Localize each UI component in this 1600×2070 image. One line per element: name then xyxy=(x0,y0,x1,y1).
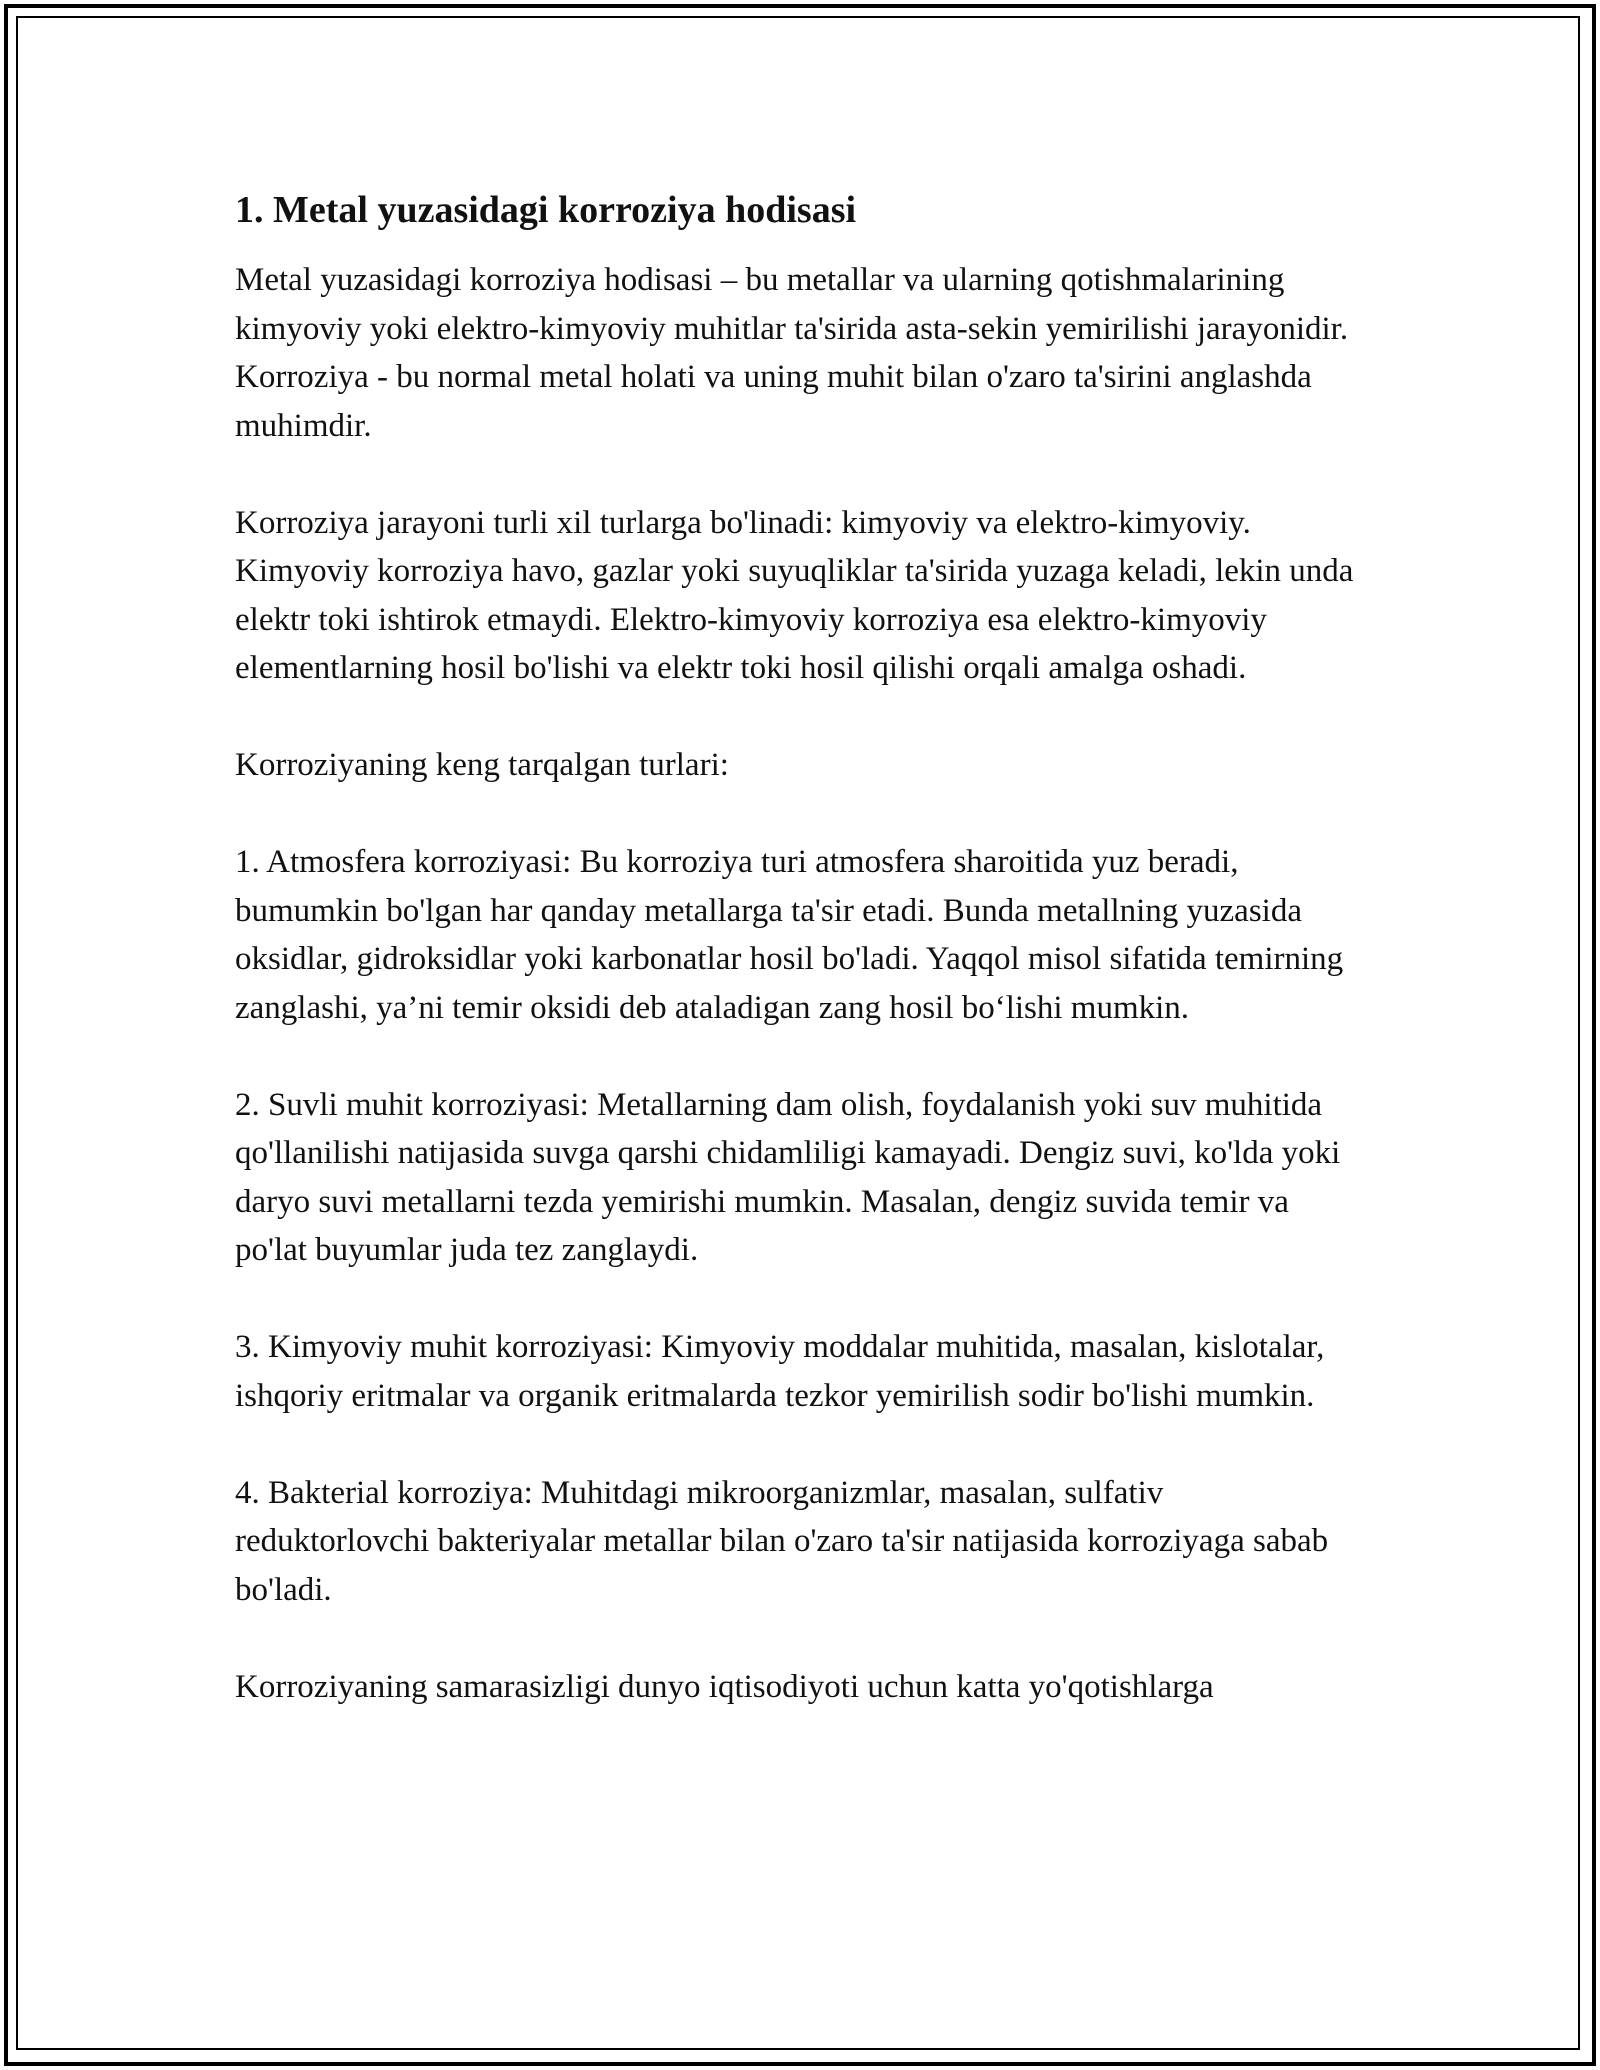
paragraph-definition: Metal yuzasidagi korroziya hodisasi – bu metallar va ularning qotishmalarining kimyoviy yoki elektro-kimyoviy muhitlar ta'sirida asta-sekin yemirilishi jarayonidir. Korroziya - bu normal metal holati va uning muhit bilan o'zaro ta'sirini anglashda muhimdir. xyxy=(235,262,1349,444)
paragraph-atmospheric: 1. Atmosfera korroziyasi: Bu korroziya turi atmosfera sharoitida yuz beradi, bumumkin bo'lgan har qanday metallarga ta'sir etadi. Bunda metallning yuzasida oksidlar, gidroksidlar yoki karbonatlar hosil bo'ladi. Yaqqol misol sifatida temirning zanglashi, ya’ni temir oksidi deb ataladigan zang hosil bo‘lishi mumkin. xyxy=(235,844,1344,1026)
paragraph-bacterial: 4. Bakterial korroziya: Muhitdagi mikroorganizmlar, masalan, sulfativ reduktorlovchi bakteriyalar metallar bilan o'zaro ta'sir natijasida korroziyaga sabab bo'ladi. xyxy=(235,1474,1329,1608)
paragraph-common-types-intro: Korroziyaning keng tarqalgan turlari: xyxy=(235,747,729,783)
document-body xyxy=(235,186,1365,1760)
paragraph-aqueous: 2. Suvli muhit korroziyasi: Metallarning dam olish, foydalanish yoki suv muhitida qo'llanilishi natijasida suvga qarshi chidamliligi kamayadi. Dengiz suvi, ko'lda yoki daryo suvi metallarni tezda yemirishi mumkin. Masalan, dengiz suvida temir va po'lat buyumlar juda tez zanglaydi. xyxy=(235,1086,1341,1268)
paragraph-types: Korroziya jarayoni turli xil turlarga bo'linadi: kimyoviy va elektro-kimyoviy. Kimyoviy korroziya havo, gazlar yoki suyuqliklar ta'sirida yuzaga keladi, lekin unda elektr toki ishtirok etmaydi. Elektro-kimyoviy korroziya esa elektro-kimyoviy elementlarning hosil bo'lishi va elektr toki hosil qilishi orqali amalga oshadi. xyxy=(235,504,1354,686)
paragraph-economic: Korroziyaning samarasizligi dunyo iqtisodiyoti uchun katta yo'qotishlarga xyxy=(235,1668,1214,1705)
paragraph-chemical: 3. Kimyoviy muhit korroziyasi: Kimyoviy moddalar muhitida, masalan, kislotalar, ishqoriy eritmalar va organik eritmalarda tezkor yemirilish sodir bo'lishi mumkin. xyxy=(235,1329,1325,1414)
section-heading: 1. Metal yuzasidagi korroziya hodisasi xyxy=(235,189,857,231)
